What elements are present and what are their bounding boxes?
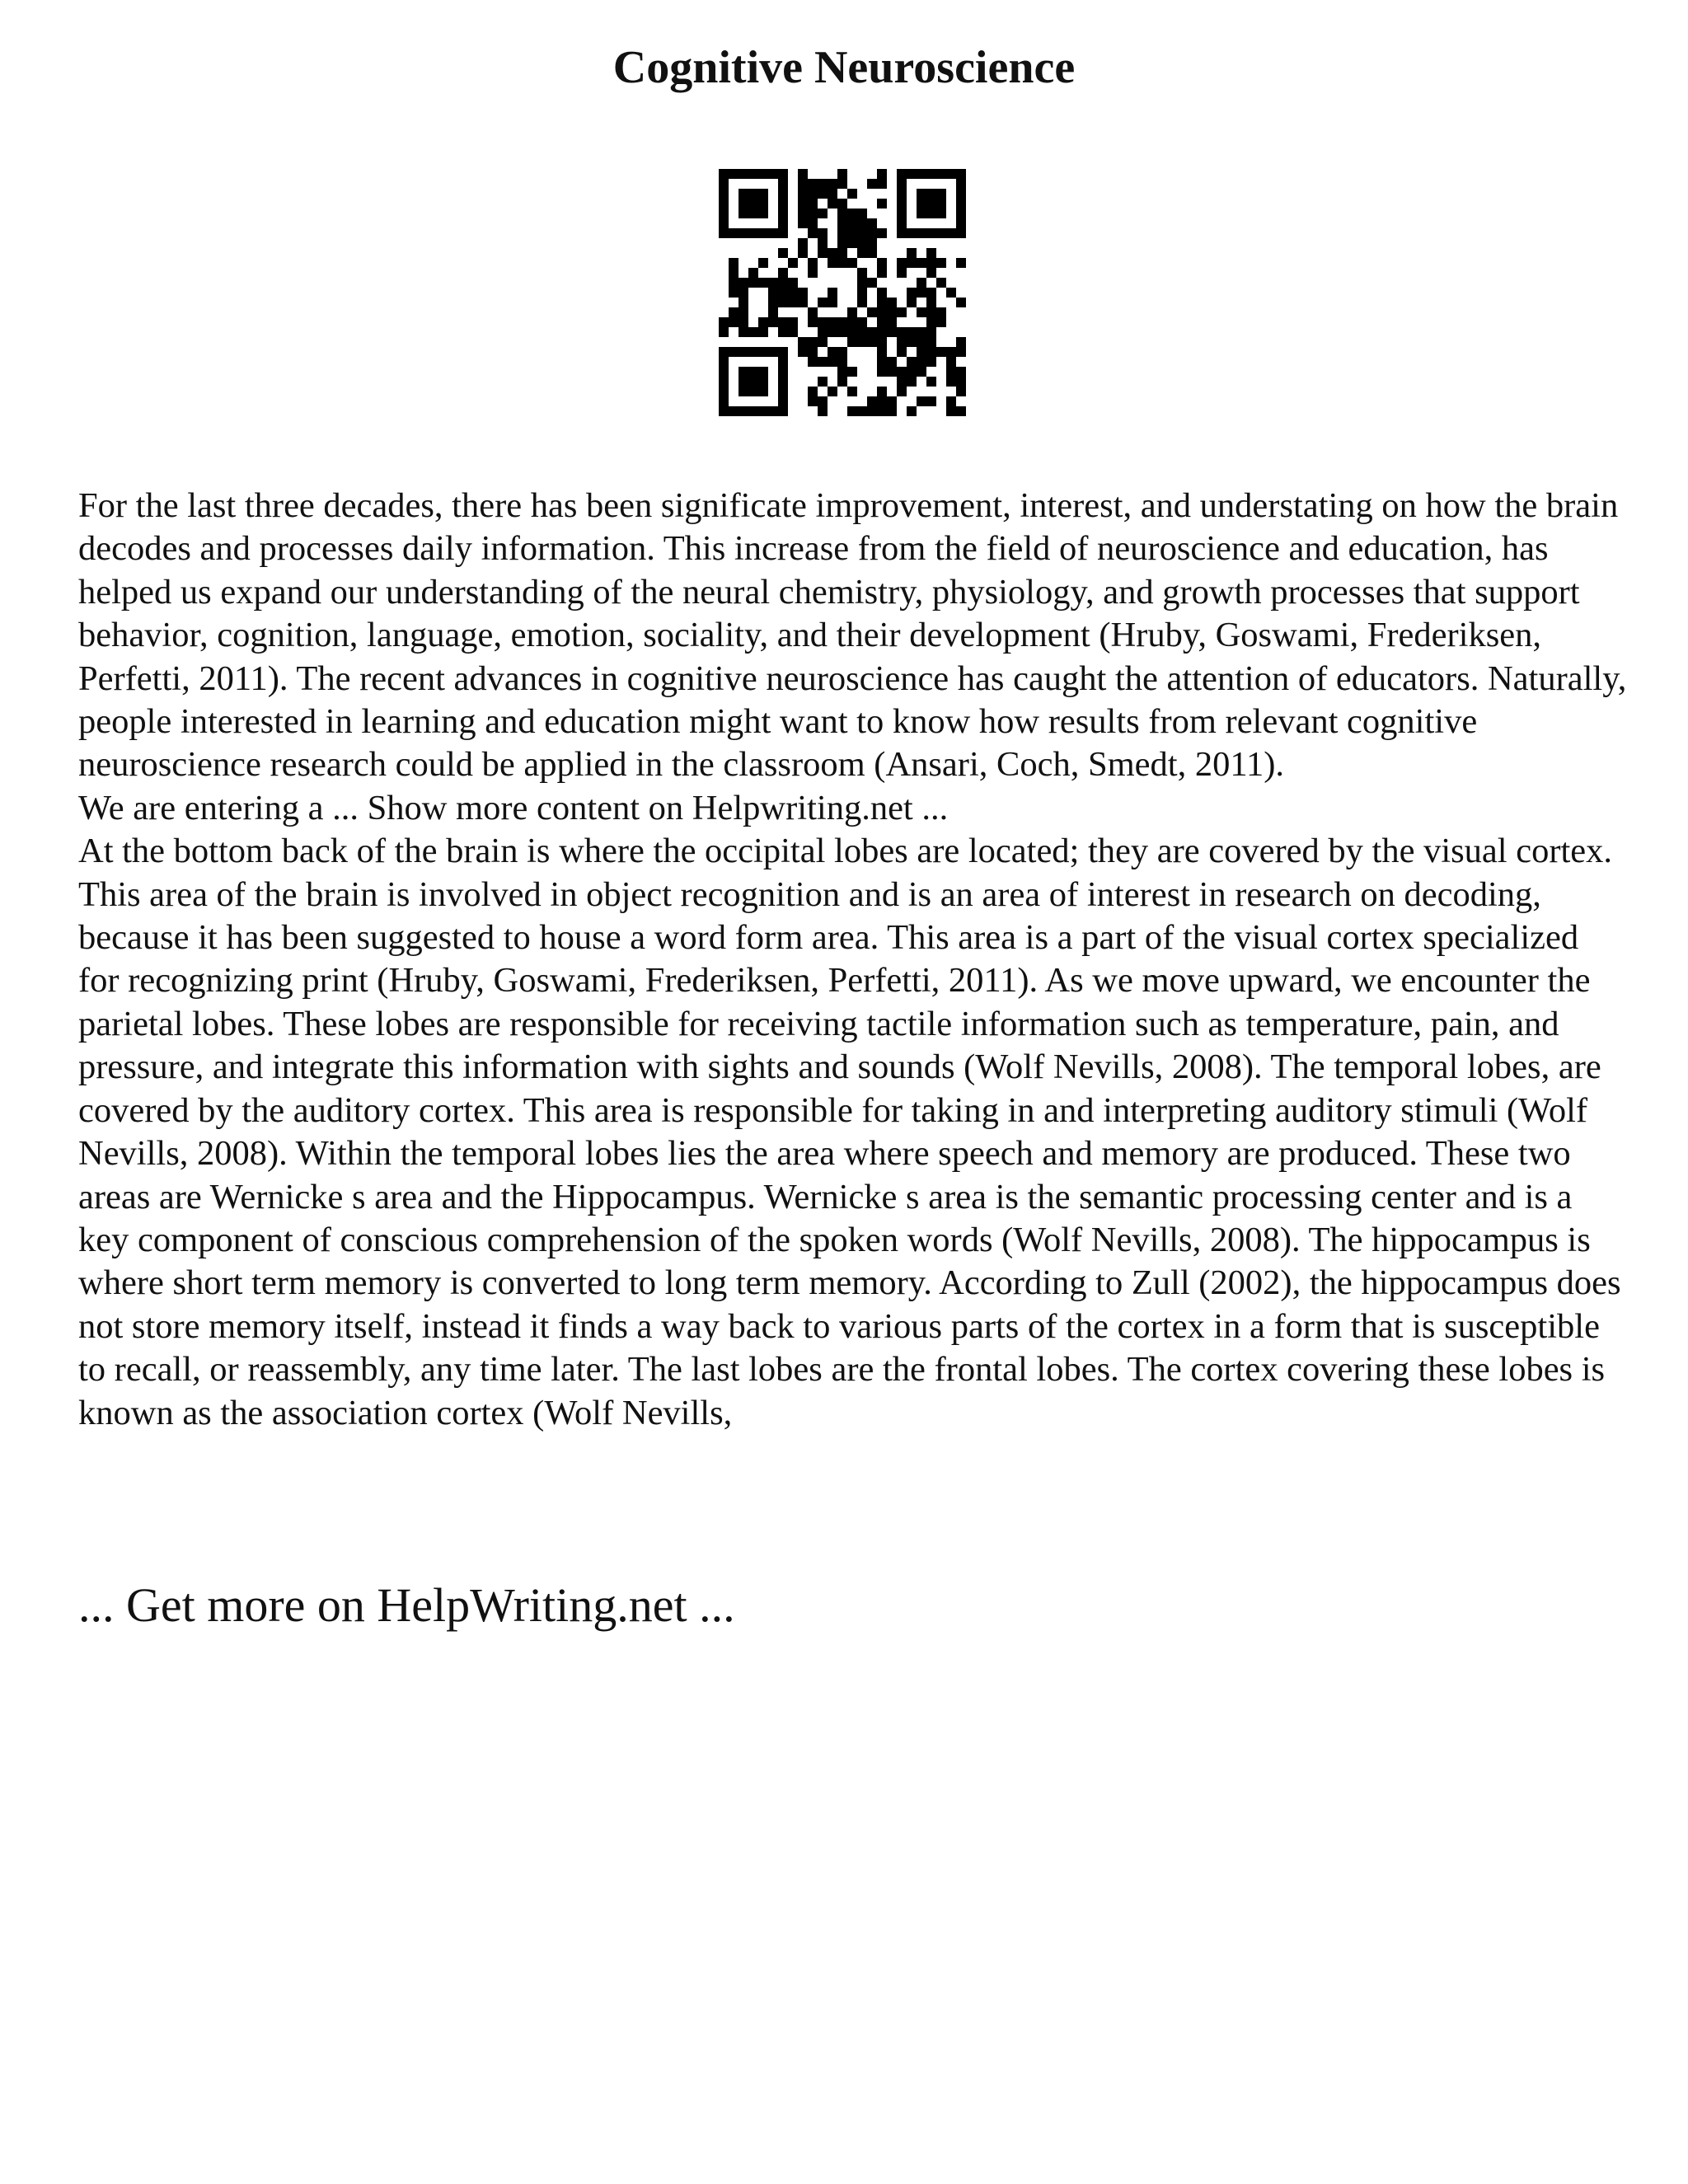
paragraph-intro: For the last three decades, there has been significate improvement, interest, and understating on how the brain decodes and processes daily information. This increase from the field of neuroscience and education, has helped us expand our understanding of the neural chemistry, physiology, and growth processes that support behavior, cognition, language, emotion, sociality, and their development (Hruby, Goswami, Frederiksen, Perfetti, 2011). The recent advances in cognitive neuroscience has caught the attention of educators. Naturally, people interested in learning and education might want to know how results from relevant cognitive neuroscience research could be applied in the classroom (Ansari, Coch, Smedt, 2011).: [78, 486, 1627, 785]
paragraph-teaser: We are entering a ... Show more content on Helpwriting.net ...: [78, 788, 949, 827]
page-title: Cognitive Neuroscience: [612, 42, 1076, 93]
paragraph-brain-lobes: At the bottom back of the brain is where the occipital lobes are located; they are covered by the visual cortex. This area of the brain is involved in object recognition and is an area of interest in research on decoding, because it has been suggested to house a word form area. This area is a part of the visual cortex specialized for recognizing print (Hruby, Goswami, Frederiksen, Perfetti, 2011). As we move upward, we encounter the parietal lobes. These lobes are responsible for receiving tactile information such as temperature, pain, and pressure, and integrate this information with sights and sounds (Wolf Nevills, 2008). The temporal lobes, are covered by the auditory cortex. This area is responsible for taking in and interpreting auditory stimuli (Wolf Nevills, 2008). Within the temporal lobes lies the area where speech and memory are produced. These two areas are Wernicke s area and the Hippocampus. Wernicke s area is the semantic processing center and is a key component of conscious comprehension of the spoken words (Wolf Nevills, 2008). The hippocampus is where short term memory is converted to long term memory. According to Zull (2002), the hippocampus does not store memory itself, instead it finds a way back to various parts of the cortex in a form that is susceptible to recall, or reassembly, any time later. The last lobes are the frontal lobes. The cortex covering these lobes is known as the association cortex (Wolf Nevills,: [78, 832, 1621, 1432]
qr-code: [719, 169, 966, 416]
document-body: [78, 485, 1628, 1435]
get-more-link[interactable]: ... Get more on HelpWriting.net ...: [78, 1578, 735, 1632]
